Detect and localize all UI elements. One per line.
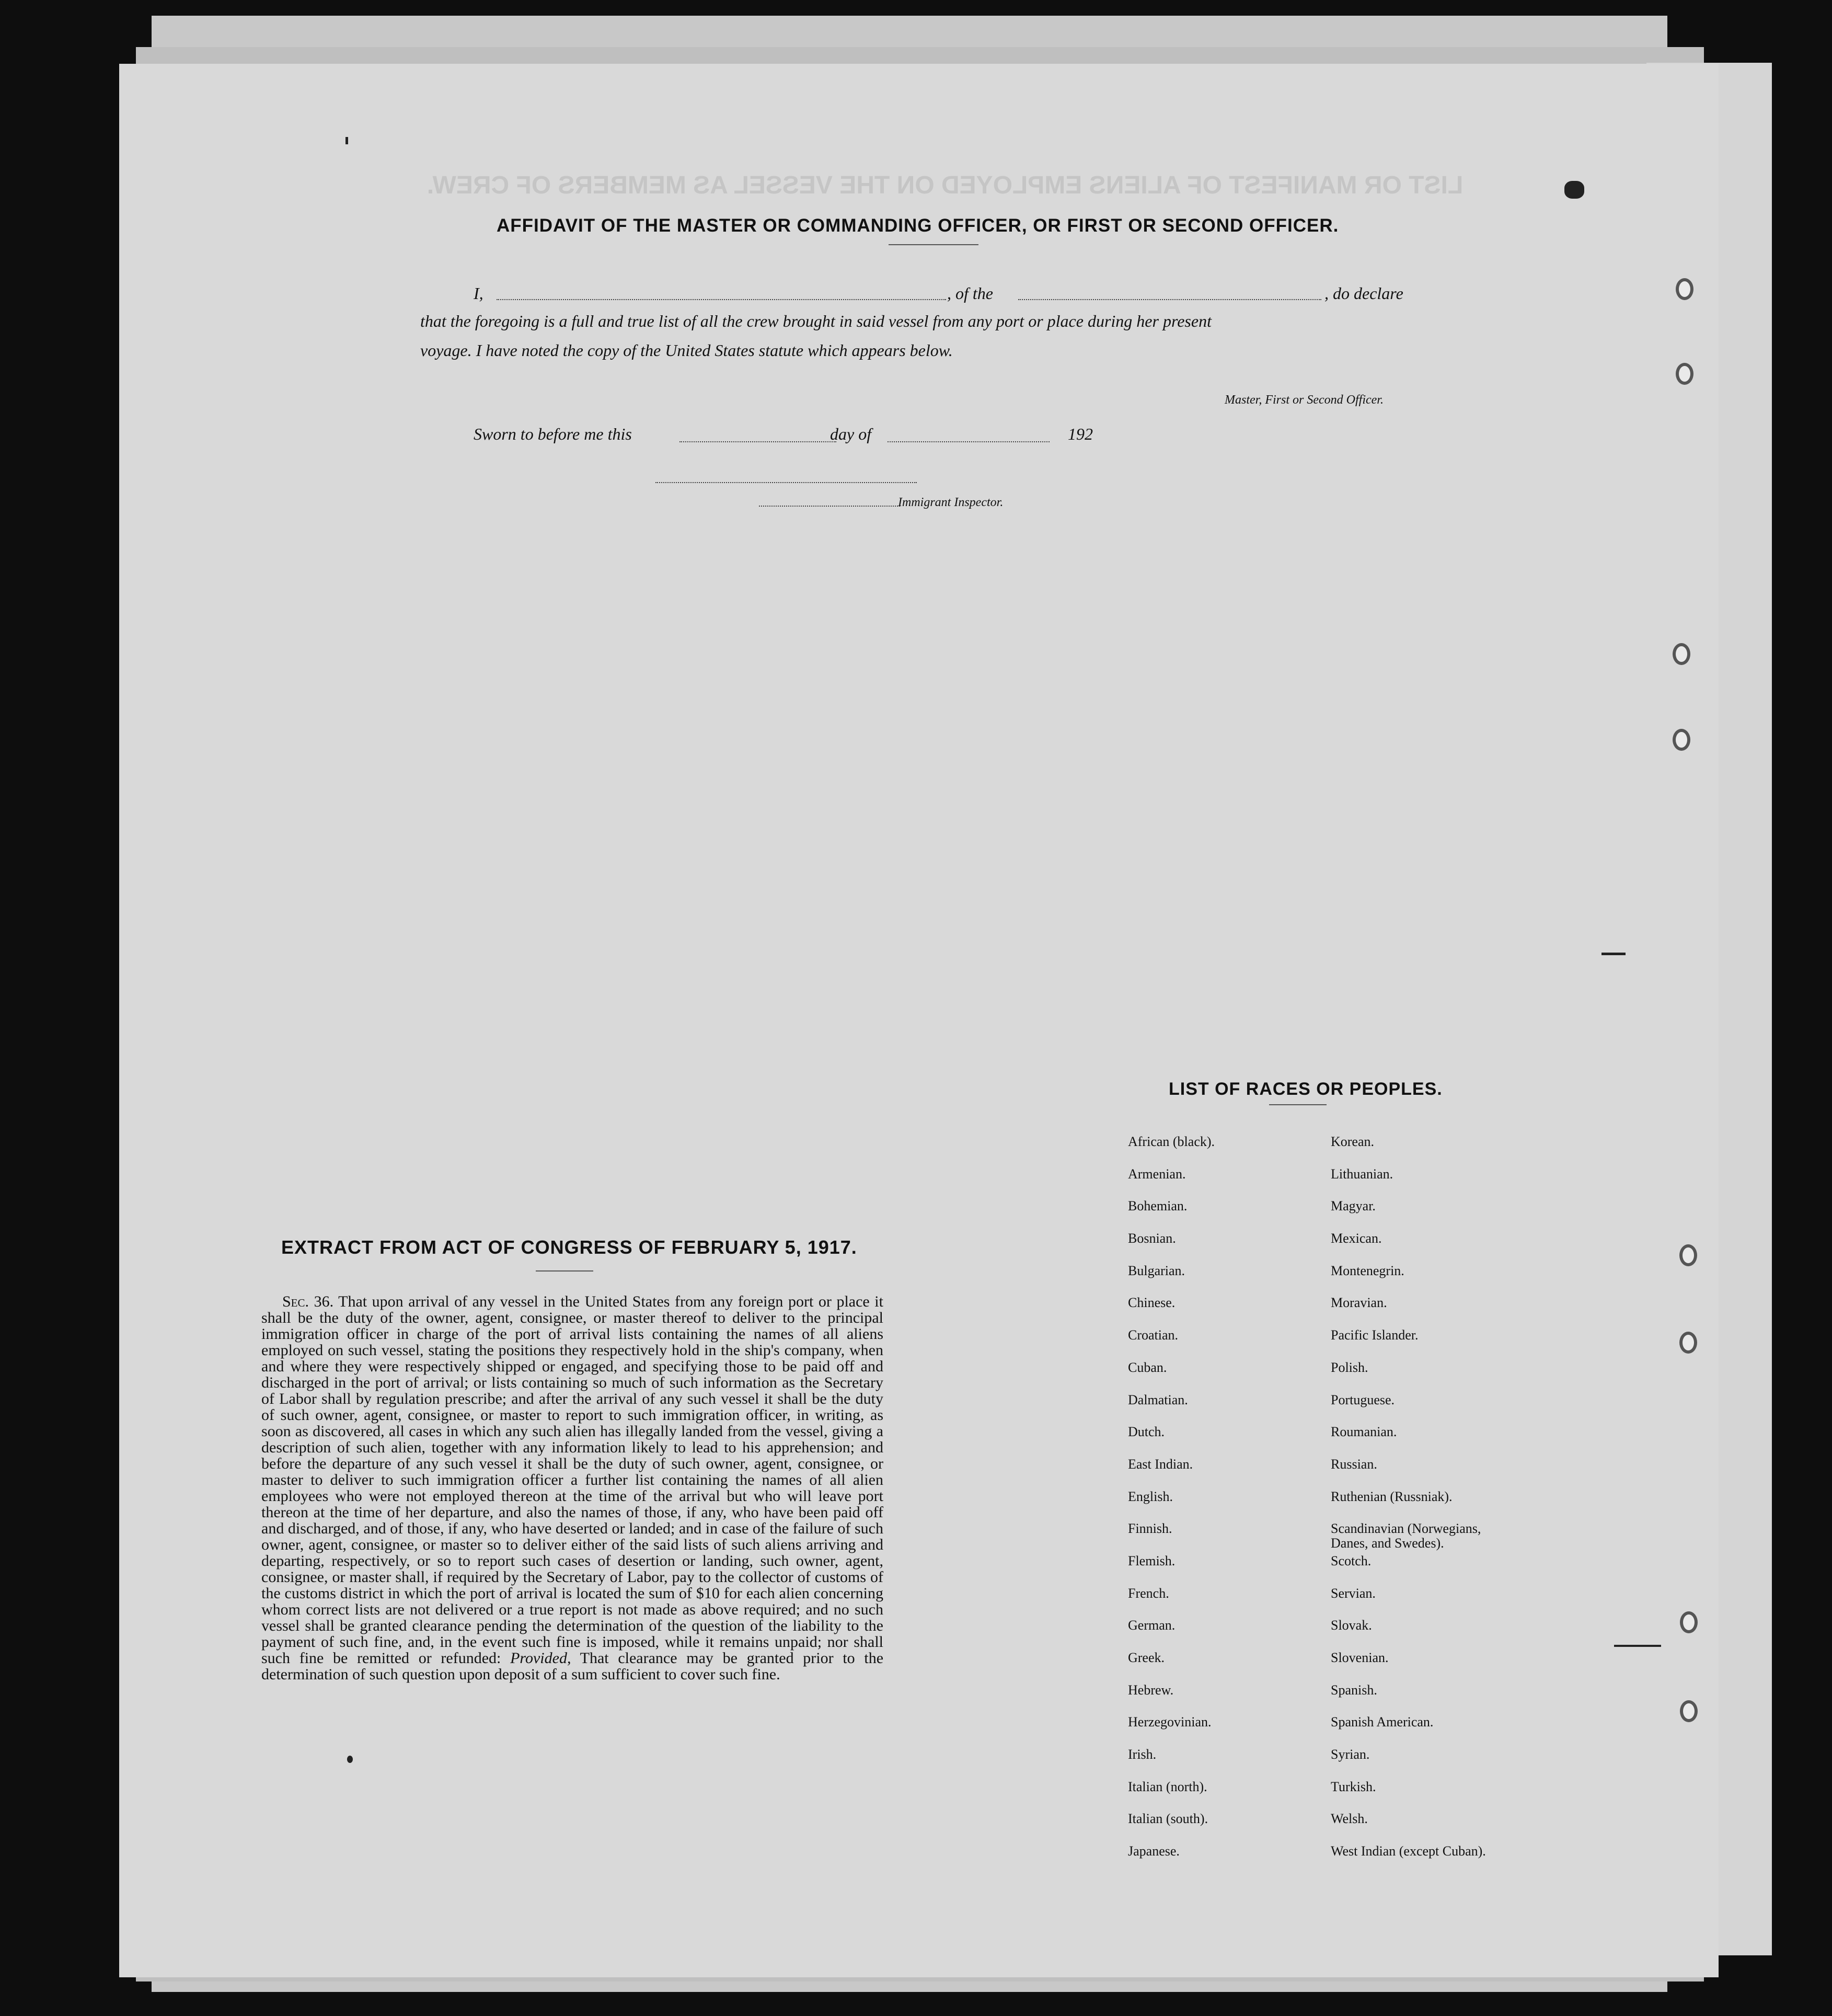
races-title: LIST OF RACES OR PEOPLES. bbox=[1169, 1079, 1443, 1099]
race-left-item: Croatian. bbox=[1128, 1327, 1179, 1343]
binder-hole bbox=[1679, 1332, 1697, 1354]
ink-speck bbox=[347, 1756, 353, 1763]
race-left-item: Bosnian. bbox=[1128, 1231, 1176, 1246]
race-right-item: Ruthenian (Russniak). bbox=[1331, 1488, 1453, 1504]
race-right-item: Roumanian. bbox=[1331, 1424, 1397, 1440]
race-left-item: Bohemian. bbox=[1128, 1198, 1188, 1214]
race-right-item: Magyar. bbox=[1331, 1198, 1376, 1214]
ink-speck bbox=[1564, 181, 1584, 199]
inspector-label: Immigrant Inspector. bbox=[898, 496, 1004, 509]
race-left-item: Armenian. bbox=[1128, 1166, 1186, 1182]
declarant-prefix: I, bbox=[474, 284, 483, 303]
declare-label: , do declare bbox=[1324, 284, 1403, 303]
ink-speck bbox=[1614, 1645, 1661, 1647]
affidavit-line-3: voyage. I have noted the copy of the United States statute which appears below. bbox=[420, 341, 953, 360]
statute-text bbox=[261, 1293, 883, 1682]
race-left-item: German. bbox=[1128, 1618, 1176, 1633]
binder-hole bbox=[1676, 278, 1693, 300]
binder-hole bbox=[1680, 1611, 1698, 1633]
race-left-item: Chinese. bbox=[1128, 1295, 1176, 1311]
manifest-sheet bbox=[119, 64, 1719, 1977]
ink-speck bbox=[1601, 953, 1626, 955]
race-right-item: Spanish. bbox=[1331, 1682, 1377, 1698]
race-right-item: Polish. bbox=[1331, 1359, 1368, 1375]
vessel-name-field[interactable] bbox=[1018, 299, 1321, 300]
binder-hole bbox=[1679, 1244, 1697, 1266]
race-left-item: Finnish. bbox=[1128, 1521, 1172, 1537]
races-rule bbox=[1269, 1104, 1327, 1105]
statute-body-end: That clearance may be granted prior to the determination of such question upon deposit of a sum sufficient to cover such fine. bbox=[261, 1650, 884, 1683]
provided-word: Provided, bbox=[510, 1650, 571, 1667]
race-right-item: Korean. bbox=[1331, 1134, 1375, 1149]
sworn-month-field[interactable] bbox=[888, 441, 1050, 442]
race-right-item: Slovenian. bbox=[1331, 1650, 1389, 1665]
race-right-item: Pacific Islander. bbox=[1331, 1327, 1419, 1343]
extract-title: EXTRACT FROM ACT OF CONGRESS OF FEBRUARY 5, 1917. bbox=[281, 1236, 857, 1258]
race-left-item: Greek. bbox=[1128, 1650, 1165, 1665]
affidavit-title: AFFIDAVIT OF THE MASTER OR COMMANDING OFFICER, OR FIRST OR SECOND OFFICER. bbox=[497, 215, 1339, 236]
race-right-item: Lithuanian. bbox=[1331, 1166, 1393, 1182]
inspector-signature-field[interactable] bbox=[655, 482, 917, 483]
binder-hole bbox=[1680, 1700, 1698, 1722]
sworn-label: Sworn to before me this bbox=[474, 425, 632, 443]
race-right-item: Slovak. bbox=[1331, 1618, 1372, 1633]
race-left-item: Dalmatian. bbox=[1128, 1392, 1188, 1407]
race-right-item: Scotch. bbox=[1331, 1553, 1372, 1568]
extract-rule bbox=[536, 1270, 593, 1272]
title-rule bbox=[889, 244, 978, 245]
race-right-item: Spanish American. bbox=[1331, 1714, 1434, 1730]
race-left-item: Flemish. bbox=[1128, 1553, 1176, 1568]
statute-body: That upon arrival of any vessel in the United States from any foreign port or place it shall be the duty of the owner, agent, consignee, or master thereof to deliver to the principal immigration officer in charge of the port of arrival lists containing the names of all aliens employed on such vessel, stating the positions they respectively hold in the ship's company, when and where they were respectively shipped or engaged, and specifying those to be paid off and discharged in the port of arrival; or lists containing so much of such information as the Secretary of Labor shall by regulation prescribe; and after the arrival of any such vessel it shall be the duty of such owner, agent, consignee, or master to report to such immigration officer, in writing, as soon as discovered, all cases in which any such alien has illegally landed from the vessel, giving a description of such alien, together with any information likely to lead to his apprehension; and before the departure of any such vessel it shall be the duty of such owner, agent, consignee, or master to deliver to such immigration officer a further list containing the names of all alien employees who were not employed thereon at the time of the arrival but who will leave port thereon at the time of her departure, and also the names of those, if any, who have been paid off and discharged, and of those, if any, who have deserted or landed; and in case of the failure of such owner, agent, consignee, or master so to deliver either of the said lists of such aliens arriving and departing, respectively, or so to report such cases of desertion or landing, such owner, agent, consignee, or master shall, if required by the Secretary of Labor, pay to the collector of customs of the customs district in which the port of arrival is located the sum of $10 for each alien concerning whom correct lists are not delivered or a true report is not made as above required; and no such vessel shall be granted clearance pending the determination of the question of the liability to the payment of such fine, and, in the event such fine is imposed, while it remains unpaid; nor shall such fine be remitted or refunded: bbox=[261, 1293, 883, 1667]
race-right-item: Welsh. bbox=[1331, 1811, 1368, 1827]
race-left-item: Cuban. bbox=[1128, 1359, 1167, 1375]
section-label: Sec. 36. bbox=[282, 1293, 334, 1310]
race-left-item: Italian (north). bbox=[1128, 1779, 1207, 1794]
race-left-item: Italian (south). bbox=[1128, 1811, 1208, 1827]
binder-hole bbox=[1676, 363, 1693, 385]
year-label: 192 bbox=[1068, 425, 1093, 443]
race-left-item: African (black). bbox=[1128, 1134, 1215, 1149]
race-right-item: Moravian. bbox=[1331, 1295, 1387, 1311]
signature-label: Master, First or Second Officer. bbox=[1225, 393, 1384, 407]
race-right-item: Scandinavian (Norwegians, Danes, and Swedes). bbox=[1331, 1521, 1481, 1551]
race-left-item: Irish. bbox=[1128, 1747, 1157, 1762]
races-list bbox=[1128, 1135, 1651, 1876]
day-of-label: day of bbox=[830, 425, 872, 443]
binder-hole bbox=[1673, 643, 1690, 665]
race-left-item: Hebrew. bbox=[1128, 1682, 1174, 1698]
race-right-item: Mexican. bbox=[1331, 1231, 1382, 1246]
race-right-item: Servian. bbox=[1331, 1585, 1376, 1601]
affidavit-line-2: that the foregoing is a full and true list of all the crew brought in said vessel from any port or place during her present bbox=[420, 312, 1212, 330]
ink-speck bbox=[345, 137, 348, 144]
sworn-day-field[interactable] bbox=[679, 441, 836, 442]
race-left-item: East Indian. bbox=[1128, 1456, 1193, 1472]
of-the-label: , of the bbox=[947, 284, 993, 303]
race-right-item: Russian. bbox=[1331, 1456, 1377, 1472]
race-right-item: Syrian. bbox=[1331, 1747, 1370, 1762]
binder-hole bbox=[1673, 729, 1690, 751]
declarant-name-field[interactable] bbox=[497, 299, 946, 300]
inspector-signature-field-2[interactable] bbox=[759, 506, 900, 507]
race-right-item: Portuguese. bbox=[1331, 1392, 1395, 1407]
race-left-item: French. bbox=[1128, 1585, 1169, 1601]
bleed-through-header: LIST OR MANIFEST OF ALIENS EMPLOYED ON THE VESSEL AS MEMBERS OF CREW. bbox=[427, 171, 1464, 199]
race-right-item: Turkish. bbox=[1331, 1779, 1376, 1794]
race-left-item: Japanese. bbox=[1128, 1843, 1180, 1859]
race-right-item: Montenegrin. bbox=[1331, 1263, 1404, 1278]
race-left-item: Bulgarian. bbox=[1128, 1263, 1185, 1278]
race-left-item: English. bbox=[1128, 1488, 1173, 1504]
race-left-item: Dutch. bbox=[1128, 1424, 1165, 1440]
race-left-item: Herzegovinian. bbox=[1128, 1714, 1212, 1730]
race-right-item: West Indian (except Cuban). bbox=[1331, 1843, 1486, 1859]
